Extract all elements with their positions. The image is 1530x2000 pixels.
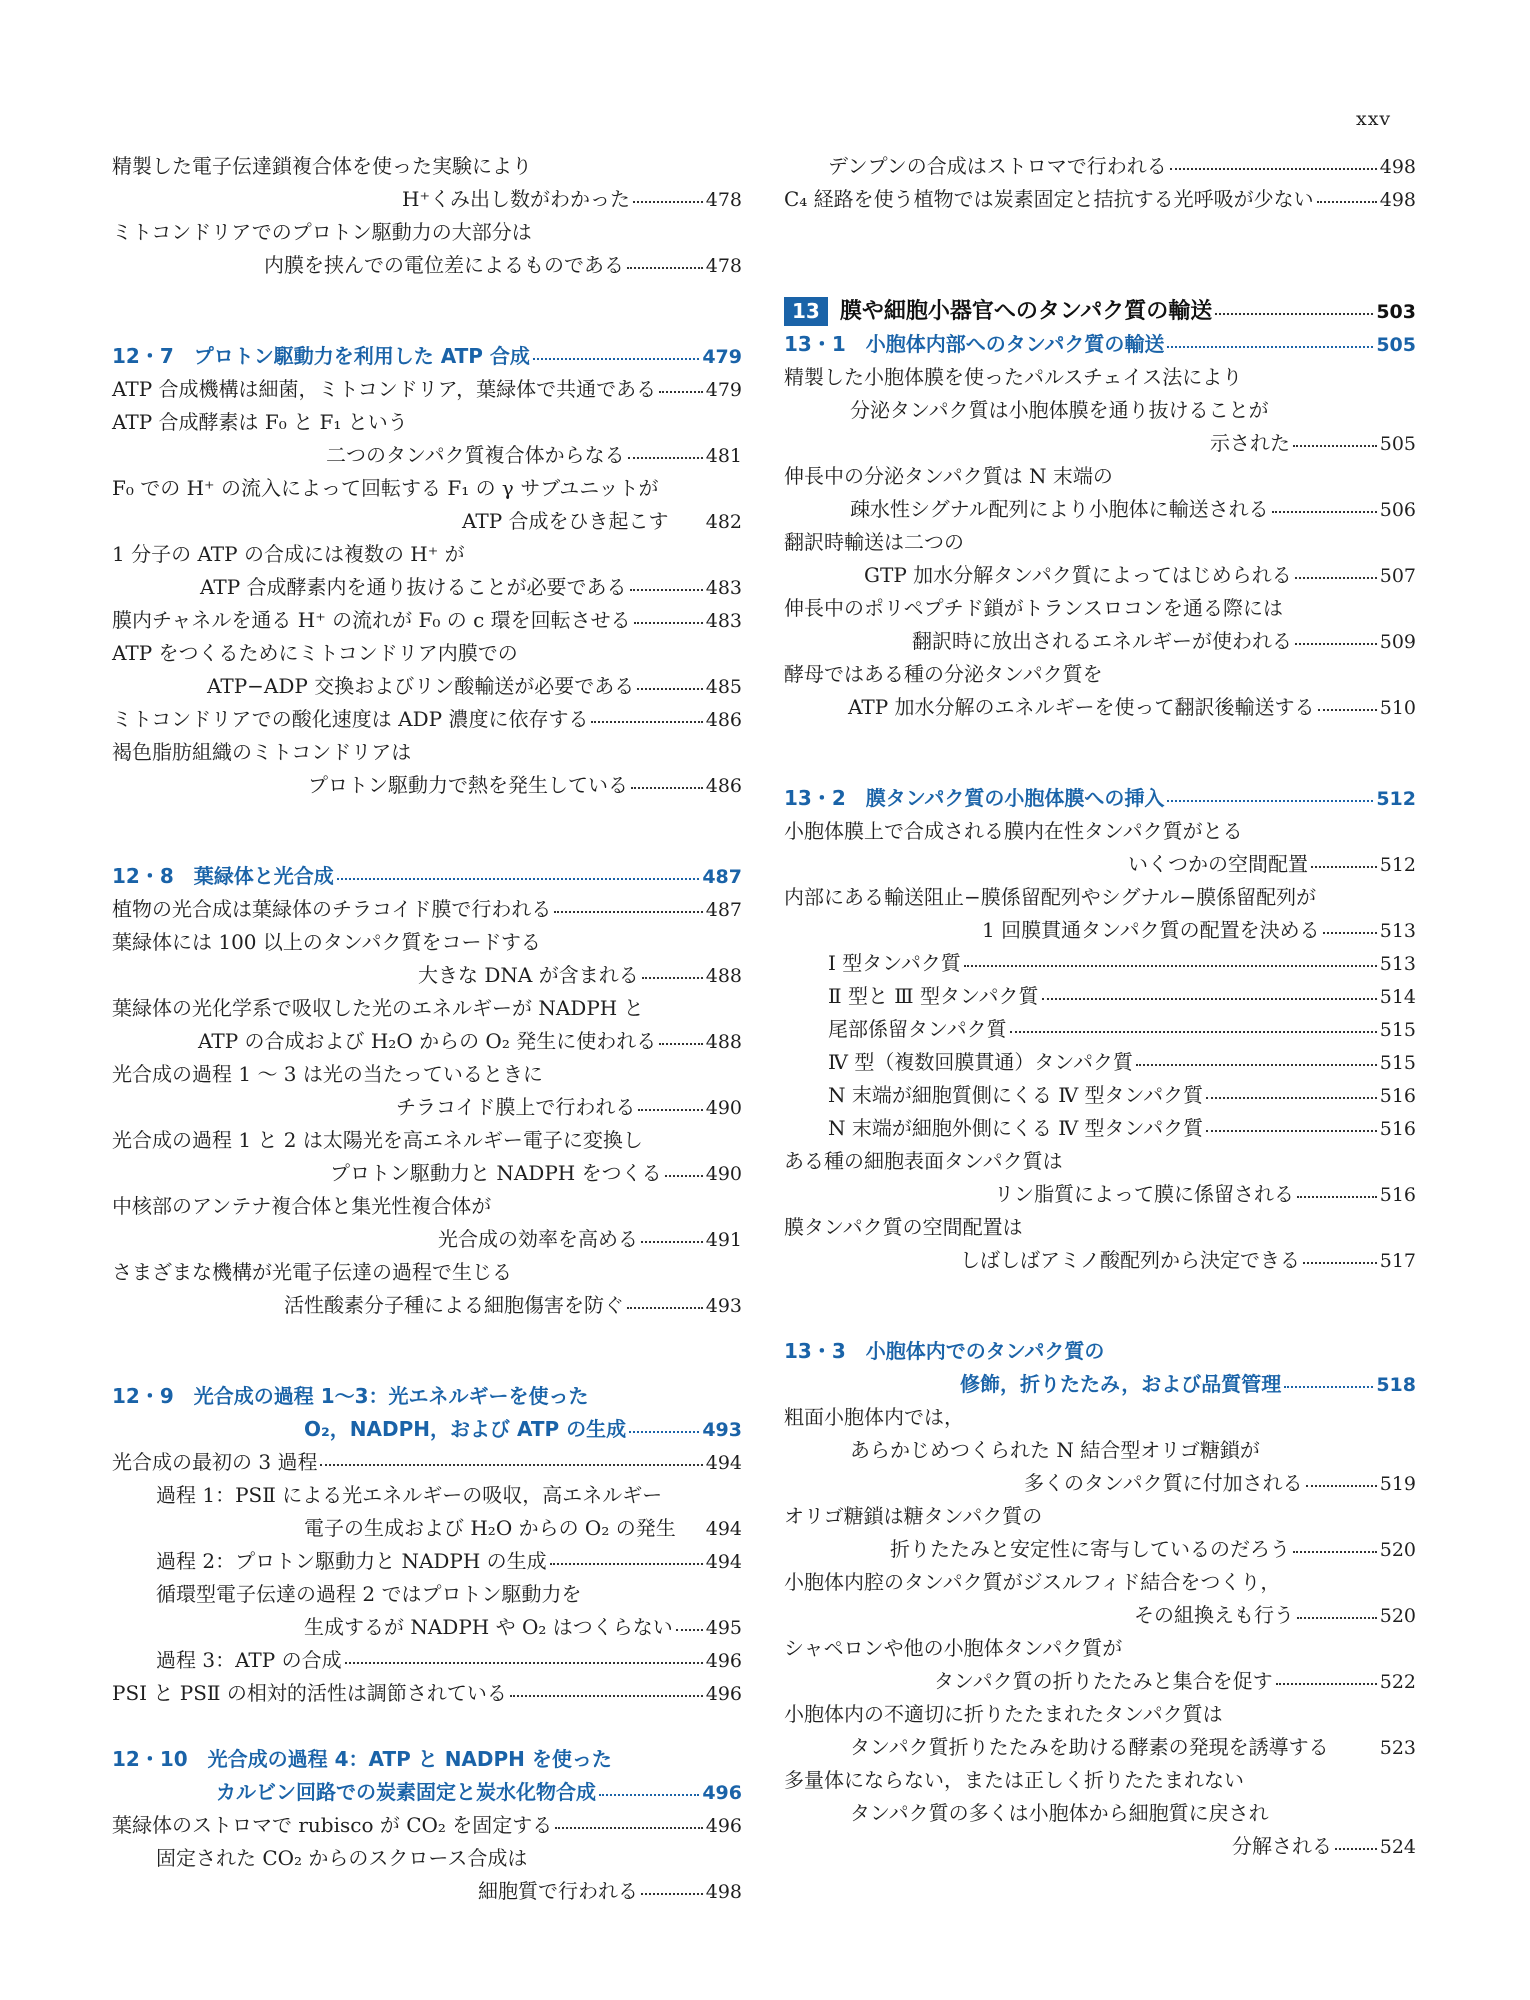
toc-entry[interactable]: ミトコンドリアでの酸化速度は ADP 濃度に依存する 486 bbox=[112, 707, 742, 731]
toc-line: 内部にある輸送阻止−膜係留配列やシグナル−膜係留配列が bbox=[784, 885, 1317, 909]
toc-entry[interactable]: 示された 505 bbox=[1210, 431, 1416, 455]
toc-entry[interactable]: N 末端が細胞外側にくる Ⅳ 型タンパク質 516 bbox=[828, 1116, 1416, 1140]
toc-line: 小胞体膜上で合成される膜内在性タンパク質がとる bbox=[784, 819, 1243, 843]
toc-entry[interactable]: 疎水性シグナル配列により小胞体に輸送される 506 bbox=[850, 497, 1416, 521]
toc-entry[interactable]: 1 回膜貫通タンパク質の配置を決める 513 bbox=[982, 918, 1416, 942]
toc-entry[interactable]: 内膜を挟んでの電位差によるものである 478 bbox=[264, 253, 742, 277]
section-12-9-heading-cont[interactable]: O₂，NADPH，および ATP の生成 493 bbox=[304, 1417, 742, 1441]
toc-entry[interactable]: Ⅱ 型と Ⅲ 型タンパク質 514 bbox=[828, 984, 1416, 1008]
toc-line: 酵母ではある種の分泌タンパク質を bbox=[784, 662, 1103, 686]
section-13-3-heading[interactable]: 13・3 小胞体内でのタンパク質の bbox=[784, 1339, 1105, 1363]
toc-entry[interactable]: プロトン駆動力と NADPH をつくる 490 bbox=[330, 1161, 742, 1185]
toc-entry[interactable]: 分解される 524 bbox=[1232, 1834, 1416, 1858]
toc-entry[interactable]: 活性酸素分子種による細胞傷害を防ぐ 493 bbox=[284, 1293, 742, 1317]
toc-entry[interactable]: ATP−ADP 交換およびリン酸輸送が必要である 485 bbox=[207, 674, 742, 698]
section-12-8-heading[interactable]: 12・8 葉緑体と光合成 487 bbox=[112, 864, 742, 888]
toc-entry[interactable]: ATP 合成機構は細菌，ミトコンドリア，葉緑体で共通である 479 bbox=[112, 377, 742, 401]
toc-line: 伸長中のポリペプチド鎖がトランスロコンを通る際には bbox=[784, 596, 1283, 620]
toc-line: 葉緑体には 100 以上のタンパク質をコードする bbox=[112, 930, 541, 954]
toc-line: 1 分子の ATP の合成には複数の H⁺ が bbox=[112, 542, 465, 566]
toc-entry[interactable]: ATP 合成酵素内を通り抜けることが必要である 483 bbox=[200, 575, 742, 599]
toc-entry[interactable]: チラコイド膜上で行われる 490 bbox=[396, 1095, 742, 1119]
toc-entry[interactable]: タンパク質の折りたたみと集合を促す 522 bbox=[934, 1669, 1416, 1693]
toc-entry[interactable]: 翻訳時に放出されるエネルギーが使われる 509 bbox=[912, 629, 1416, 653]
toc-entry[interactable]: ATP の合成および H₂O からの O₂ 発生に使われる 488 bbox=[198, 1029, 742, 1053]
toc-line: 葉緑体の光化学系で吸収した光のエネルギーが NADPH と bbox=[112, 996, 644, 1020]
toc-line: F₀ での H⁺ の流入によって回転する F₁ の γ サブユニットが bbox=[112, 476, 659, 500]
toc-line: シャペロンや他の小胞体タンパク質が bbox=[784, 1636, 1123, 1660]
toc-line: 光合成の過程 1 と 2 は太陽光を高エネルギー電子に変換し bbox=[112, 1128, 643, 1152]
section-13-2-heading[interactable]: 13・2 膜タンパク質の小胞体膜への挿入 512 bbox=[784, 786, 1416, 810]
toc-line: さまざまな機構が光電子伝達の過程で生じる bbox=[112, 1260, 512, 1284]
section-12-10-heading[interactable]: 12・10 光合成の過程 4：ATP と NADPH を使った bbox=[112, 1747, 612, 1771]
section-13-1-heading[interactable]: 13・1 小胞体内部へのタンパク質の輸送 505 bbox=[784, 332, 1416, 356]
toc-line: 小胞体内腔のタンパク質がジスルフィド結合をつくり， bbox=[784, 1570, 1281, 1594]
toc-line: 精製した電子伝達鎖複合体を使った実験により bbox=[112, 154, 532, 178]
toc-entry[interactable]: H⁺くみ出し数がわかった 478 bbox=[402, 187, 742, 211]
toc-entry[interactable]: 植物の光合成は葉緑体のチラコイド膜で行われる 487 bbox=[112, 897, 742, 921]
toc-line: 光合成の過程 1 〜 3 は光の当たっているときに bbox=[112, 1062, 543, 1086]
section-12-10-heading-cont[interactable]: カルビン回路での炭素固定と炭水化物合成 496 bbox=[216, 1780, 742, 1804]
toc-line: 翻訳時輸送は二つの bbox=[784, 530, 964, 554]
toc-entry[interactable]: 多くのタンパク質に付加される 519 bbox=[1024, 1471, 1416, 1495]
toc-entry[interactable]: 光合成の効率を高める 491 bbox=[438, 1227, 742, 1251]
toc-line: 膜タンパク質の空間配置は bbox=[784, 1215, 1023, 1239]
toc-line: ATP をつくるためにミトコンドリア内膜での bbox=[112, 641, 518, 665]
toc-entry[interactable]: しばしばアミノ酸配列から決定できる 517 bbox=[960, 1248, 1416, 1272]
toc-entry[interactable]: 尾部係留タンパク質 515 bbox=[828, 1017, 1416, 1041]
chapter-number-badge: 13 bbox=[784, 297, 828, 326]
toc-entry[interactable]: 大きな DNA が含まれる 488 bbox=[418, 963, 742, 987]
toc-entry[interactable]: 膜内チャネルを通る H⁺ の流れが F₀ の c 環を回転させる 483 bbox=[112, 608, 742, 632]
toc-entry[interactable]: 過程 3：ATP の合成 496 bbox=[156, 1648, 742, 1672]
toc-entry[interactable]: 葉緑体のストロマで rubisco が CO₂ を固定する 496 bbox=[112, 1813, 742, 1837]
toc-line: 中核部のアンテナ複合体と集光性複合体が bbox=[112, 1194, 492, 1218]
page-number: xxv bbox=[1356, 108, 1392, 130]
toc-line: 小胞体内の不適切に折りたたまれたタンパク質は bbox=[784, 1702, 1223, 1726]
toc-line: 固定された CO₂ からのスクロース合成は bbox=[156, 1846, 528, 1870]
toc-entry[interactable]: プロトン駆動力で熱を発生している 486 bbox=[308, 773, 742, 797]
toc-entry[interactable]: いくつかの空間配置 512 bbox=[1128, 852, 1416, 876]
toc-line: ATP 合成酵素は F₀ と F₁ という bbox=[112, 410, 408, 434]
toc-entry[interactable]: ATP 加水分解のエネルギーを使って翻訳後輸送する 510 bbox=[848, 695, 1416, 719]
toc-line: 精製した小胞体膜を使ったパルスチェイス法により bbox=[784, 365, 1243, 389]
toc-entry[interactable]: 細胞質で行われる 498 bbox=[478, 1879, 742, 1903]
toc-entry[interactable]: リン脂質によって膜に係留される 516 bbox=[994, 1182, 1416, 1206]
toc-entry[interactable]: その組換えも行う 520 bbox=[1134, 1603, 1416, 1627]
toc-entry[interactable]: 生成するが NADPH や O₂ はつくらない 495 bbox=[304, 1615, 742, 1639]
toc-entry[interactable]: ATP 合成をひき起こす 482 bbox=[462, 509, 742, 533]
toc-right-column bbox=[784, 150, 1416, 1863]
toc-line: ある種の細胞表面タンパク質は bbox=[784, 1149, 1063, 1173]
section-13-3-heading-cont[interactable]: 修飾，折りたたみ，および品質管理 518 bbox=[960, 1372, 1416, 1396]
toc-entry[interactable]: N 末端が細胞質側にくる Ⅳ 型タンパク質 516 bbox=[828, 1083, 1416, 1107]
toc-line: 伸長中の分泌タンパク質は N 末端の bbox=[784, 464, 1113, 488]
toc-entry[interactable]: 過程 2：プロトン駆動力と NADPH の生成 494 bbox=[156, 1549, 742, 1573]
toc-entry[interactable]: タンパク質折りたたみを助ける酵素の発現を誘導する 523 bbox=[850, 1735, 1416, 1759]
toc-line: 過程 1：PSⅡ による光エネルギーの吸収，高エネルギー bbox=[156, 1483, 663, 1507]
section-12-7-heading[interactable]: 12・7 プロトン駆動力を利用した ATP 合成 479 bbox=[112, 344, 742, 368]
toc-entry[interactable]: 二つのタンパク質複合体からなる 481 bbox=[326, 443, 742, 467]
section-12-9-heading[interactable]: 12・9 光合成の過程 1〜3：光エネルギーを使った bbox=[112, 1384, 589, 1408]
toc-line: オリゴ糖鎖は糖タンパク質の bbox=[784, 1504, 1043, 1528]
toc-entry[interactable]: 折りたたみと安定性に寄与しているのだろう 520 bbox=[890, 1537, 1416, 1561]
toc-entry[interactable]: PSⅠ と PSⅡ の相対的活性は調節されている 496 bbox=[112, 1681, 742, 1705]
toc-line: 循環型電子伝達の過程 2 ではプロトン駆動力を bbox=[156, 1582, 582, 1606]
toc-entry[interactable]: 光合成の最初の 3 過程 494 bbox=[112, 1450, 742, 1474]
toc-line: 褐色脂肪組織のミトコンドリアは bbox=[112, 740, 412, 764]
toc-entry[interactable]: 電子の生成および H₂O からの O₂ の発生 494 bbox=[304, 1516, 742, 1540]
toc-line: あらかじめつくられた N 結合型オリゴ糖鎖が bbox=[850, 1438, 1260, 1462]
toc-line: タンパク質の多くは小胞体から細胞質に戻され bbox=[850, 1801, 1269, 1825]
toc-entry[interactable]: GTP 加水分解タンパク質によってはじめられる 507 bbox=[864, 563, 1416, 587]
toc-entry[interactable]: C₄ 経路を使う植物では炭素固定と拮抗する光呼吸が少ない 498 bbox=[784, 187, 1416, 211]
toc-entry[interactable]: Ⅳ 型（複数回膜貫通）タンパク質 515 bbox=[828, 1050, 1416, 1074]
toc-left-column bbox=[112, 150, 742, 1908]
toc-line: 多量体にならない，または正しく折りたたまれない bbox=[784, 1768, 1244, 1792]
chapter-13-heading[interactable]: 13 膜や細胞小器官へのタンパク質の輸送 503 bbox=[784, 295, 1416, 328]
toc-entry[interactable]: デンプンの合成はストロマで行われる 498 bbox=[828, 154, 1416, 178]
toc-line: 粗面小胞体内では， bbox=[784, 1405, 964, 1429]
toc-line: ミトコンドリアでのプロトン駆動力の大部分は bbox=[112, 220, 532, 244]
toc-line: 分泌タンパク質は小胞体膜を通り抜けることが bbox=[850, 398, 1269, 422]
toc-entry[interactable]: Ⅰ 型タンパク質 513 bbox=[828, 951, 1416, 975]
